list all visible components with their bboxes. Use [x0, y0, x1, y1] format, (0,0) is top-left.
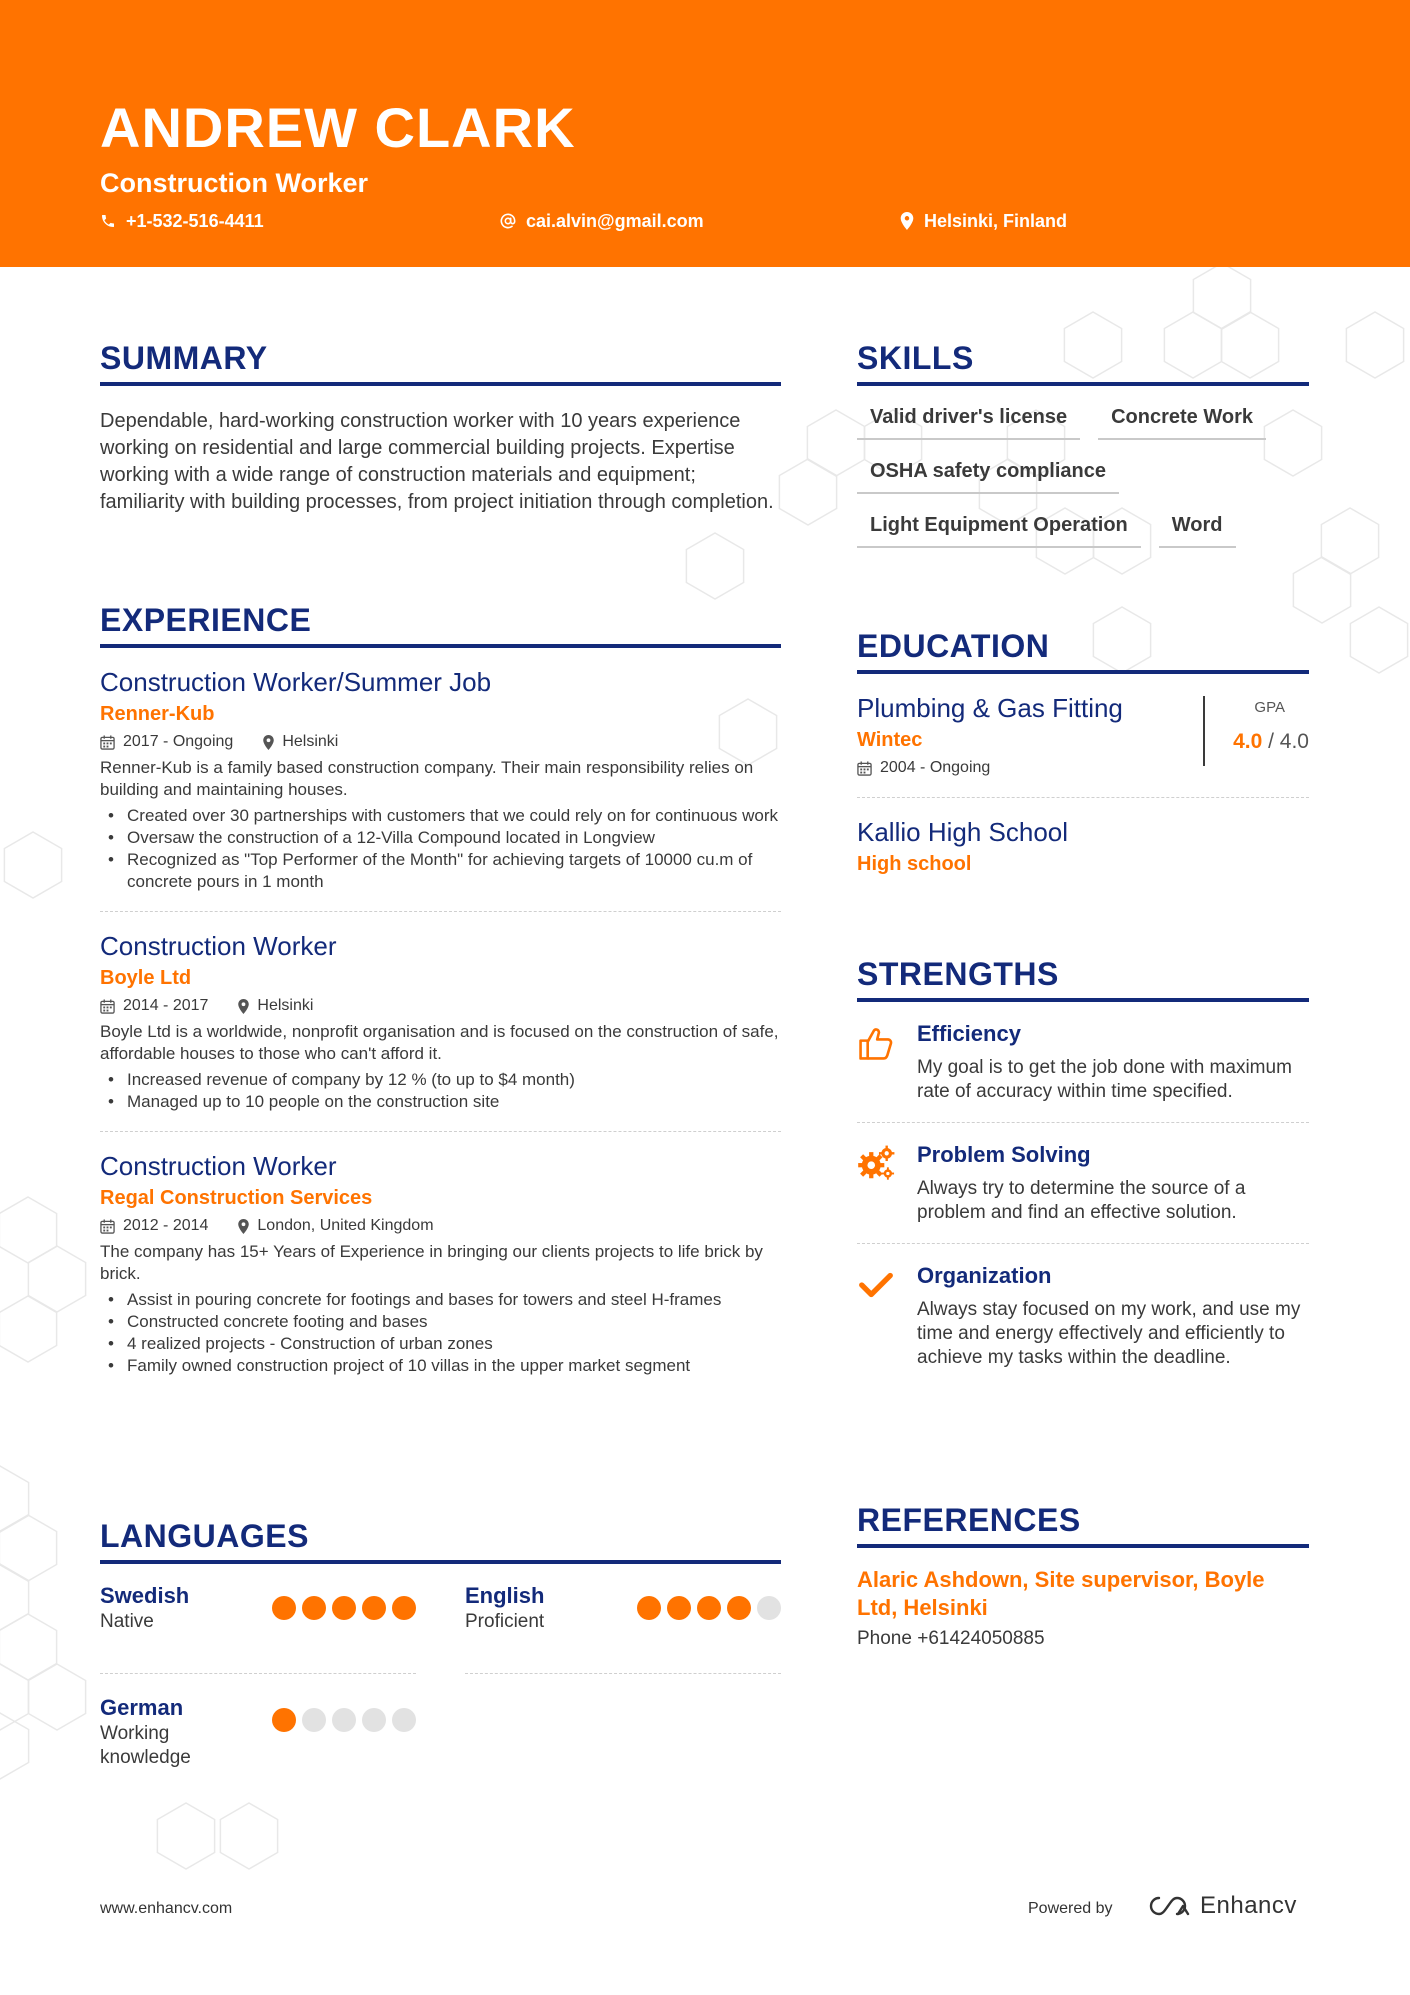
job-bullet: • Assist in pouring concrete for footings and bases for towers and steel H-frames — [100, 1289, 781, 1311]
job-company: Regal Construction Services — [100, 1187, 373, 1209]
summary-section — [100, 338, 781, 516]
calendar-icon — [100, 735, 115, 750]
rating-dot-empty — [362, 1708, 386, 1732]
footer-powered-by: Powered by — [1028, 1900, 1113, 1917]
job-company: Renner-Kub — [100, 703, 215, 725]
education-school: High school — [857, 853, 972, 875]
skills-list — [857, 404, 1309, 566]
skill-tag: OSHA safety compliance — [857, 458, 1119, 494]
location-pin-icon — [263, 735, 274, 750]
location-text: Helsinki, Finland — [924, 211, 1068, 231]
strength-description: Always try to determine the source of a problem and find an effective solution. — [917, 1178, 1246, 1223]
contact-location — [900, 208, 1067, 234]
languages-title: LANGUAGES — [100, 1516, 781, 1564]
gpa-value: 4.0 / 4.0 — [1233, 730, 1309, 753]
skill-tag: Word — [1159, 512, 1236, 548]
language-name: Swedish — [100, 1583, 190, 1608]
language-level: Proficient — [465, 1611, 545, 1632]
job-title: Construction Worker — [100, 1151, 337, 1181]
language-rating — [631, 1596, 781, 1620]
strength-item — [857, 1123, 1309, 1244]
rating-dot-filled — [697, 1596, 721, 1620]
strengths-title: STRENGTHS — [857, 954, 1309, 1002]
language-item — [100, 1582, 416, 1674]
language-level: Native — [100, 1611, 154, 1632]
job-bullet: • Increased revenue of company by 12 % (to up to $4 month) — [100, 1069, 781, 1091]
job-bullet: • Managed up to 10 people on the construction site — [100, 1091, 781, 1113]
education-entry — [857, 798, 1309, 896]
skill-tag: Valid driver's license — [857, 404, 1080, 440]
contact-email[interactable] — [500, 208, 704, 234]
job-description: Renner-Kub is a family based construction company. Their main responsibility relies on building and maintaining houses. — [100, 758, 754, 799]
rating-dot-filled — [667, 1596, 691, 1620]
calendar-icon — [857, 761, 872, 776]
skills-section — [857, 338, 1309, 566]
rating-dot-filled — [302, 1596, 326, 1620]
thumbs-up-icon — [857, 1024, 895, 1062]
reference-phone: Phone +61424050885 — [857, 1628, 1045, 1649]
email-text: cai.alvin@gmail.com — [526, 211, 704, 231]
gears-icon — [857, 1145, 895, 1183]
phone-text: +1-532-516-4411 — [126, 211, 264, 231]
job-bullet: • Recognized as "Top Performer of the Month" for achieving targets of 10000 cu.m of concrete pours in 1 month — [100, 849, 781, 893]
strengths-section — [857, 954, 1309, 1388]
rating-dot-empty — [302, 1708, 326, 1732]
languages-grid — [100, 1582, 781, 1806]
job-title: Construction Worker — [100, 931, 337, 961]
strength-description: Always stay focused on my work, and use my time and energy effectively and efficiently to achieve my tasks within the deadline. — [917, 1299, 1301, 1368]
contact-phone[interactable] — [100, 208, 264, 234]
language-level: Working knowledge — [100, 1723, 191, 1768]
rating-dot-filled — [392, 1596, 416, 1620]
language-rating — [266, 1596, 416, 1620]
brand-name: Enhancv — [1200, 1892, 1297, 1919]
gpa-label: GPA — [1254, 699, 1285, 716]
calendar-icon — [100, 999, 115, 1014]
job-bullet: • 4 realized projects - Construction of urban zones — [100, 1333, 781, 1355]
rating-dot-filled — [272, 1708, 296, 1732]
job-meta — [100, 1215, 781, 1237]
education-degree: Kallio High School — [857, 817, 1069, 847]
at-sign-icon — [500, 213, 516, 229]
summary-text: Dependable, hard-working construction worker with 10 years experience working on residential and large commercial building projects. Expertise working with a wide range of construction materials and equipment; familiarity with building processes, from project initiation through completion. — [100, 410, 774, 513]
rating-dot-filled — [362, 1596, 386, 1620]
education-dates: 2004 - Ongoing — [857, 757, 1309, 779]
rating-dot-empty — [392, 1708, 416, 1732]
rating-dot-empty — [332, 1708, 356, 1732]
education-degree: Plumbing & Gas Fitting — [857, 693, 1123, 723]
job-bullet: • Constructed concrete footing and bases — [100, 1311, 781, 1333]
languages-section — [100, 1516, 781, 1806]
job-description: Boyle Ltd is a worldwide, nonprofit organisation and is focused on the construction of safe, affordable houses to those who can't afford it. — [100, 1022, 779, 1063]
job-location: Helsinki — [238, 995, 313, 1017]
language-item — [465, 1582, 781, 1674]
job-meta — [100, 731, 781, 753]
language-item — [100, 1694, 416, 1786]
language-name: English — [465, 1583, 545, 1608]
education-title: EDUCATION — [857, 626, 1309, 674]
job-bullet: • Created over 30 partnerships with customers that we could rely on for continuous work — [100, 805, 781, 827]
job-bullets — [100, 1069, 781, 1113]
job-bullet: • Oversaw the construction of a 12-Villa Compound located in Longview — [100, 827, 781, 849]
strength-title: Efficiency — [917, 1021, 1021, 1046]
references-section — [857, 1500, 1309, 1652]
references-title: REFERENCES — [857, 1500, 1309, 1548]
footer-brand-logo[interactable] — [1146, 1892, 1297, 1920]
job-entry — [100, 1132, 781, 1395]
summary-title: SUMMARY — [100, 338, 781, 386]
job-location: London, United Kingdom — [238, 1215, 433, 1237]
skill-tag: Concrete Work — [1098, 404, 1266, 440]
job-dates: 2012 - 2014 — [100, 1215, 208, 1237]
language-rating — [266, 1708, 416, 1732]
location-pin-icon — [900, 212, 914, 230]
strength-item — [857, 1244, 1309, 1388]
candidate-role: Construction Worker — [100, 168, 369, 198]
phone-icon — [100, 213, 116, 229]
job-bullets — [100, 1289, 781, 1377]
job-entry — [100, 648, 781, 912]
footer-url-link[interactable]: www.enhancv.com — [100, 1900, 233, 1917]
rating-dot-filled — [727, 1596, 751, 1620]
rating-dot-filled — [272, 1596, 296, 1620]
job-dates: 2014 - 2017 — [100, 995, 208, 1017]
job-bullet: • Family owned construction project of 10 villas in the upper market segment — [100, 1355, 781, 1377]
location-pin-icon — [238, 1219, 249, 1234]
skills-title: SKILLS — [857, 338, 1309, 386]
rating-dot-filled — [332, 1596, 356, 1620]
education-section — [857, 626, 1309, 896]
experience-section — [100, 600, 781, 1395]
strength-description: My goal is to get the job done with maximum rate of accuracy within time specified. — [917, 1057, 1292, 1102]
job-location: Helsinki — [263, 731, 338, 753]
location-pin-icon — [238, 999, 249, 1014]
education-school: Wintec — [857, 729, 923, 751]
strength-title: Problem Solving — [917, 1142, 1091, 1167]
candidate-name: ANDREW CLARK — [100, 96, 576, 159]
reference-name: Alaric Ashdown, Site supervisor, Boyle Ltd, Helsinki — [857, 1567, 1265, 1620]
job-meta — [100, 995, 781, 1017]
job-title: Construction Worker/Summer Job — [100, 667, 492, 697]
job-entry — [100, 912, 781, 1132]
job-company: Boyle Ltd — [100, 967, 192, 989]
checkmark-icon — [857, 1266, 895, 1304]
job-description: The company has 15+ Years of Experience in bringing our clients projects to life brick by brick. — [100, 1242, 763, 1283]
skill-tag: Light Equipment Operation — [857, 512, 1141, 548]
language-name: German — [100, 1695, 184, 1720]
rating-dot-empty — [757, 1596, 781, 1620]
gpa-box — [1203, 696, 1309, 766]
strength-title: Organization — [917, 1263, 1052, 1288]
experience-title: EXPERIENCE — [100, 600, 781, 648]
rating-dot-filled — [637, 1596, 661, 1620]
enhancv-logo-icon — [1146, 1894, 1192, 1918]
resume-header — [0, 0, 1410, 267]
strength-item — [857, 1002, 1309, 1123]
job-bullets — [100, 805, 781, 893]
job-dates: 2017 - Ongoing — [100, 731, 233, 753]
calendar-icon — [100, 1219, 115, 1234]
education-entry — [857, 674, 1309, 798]
